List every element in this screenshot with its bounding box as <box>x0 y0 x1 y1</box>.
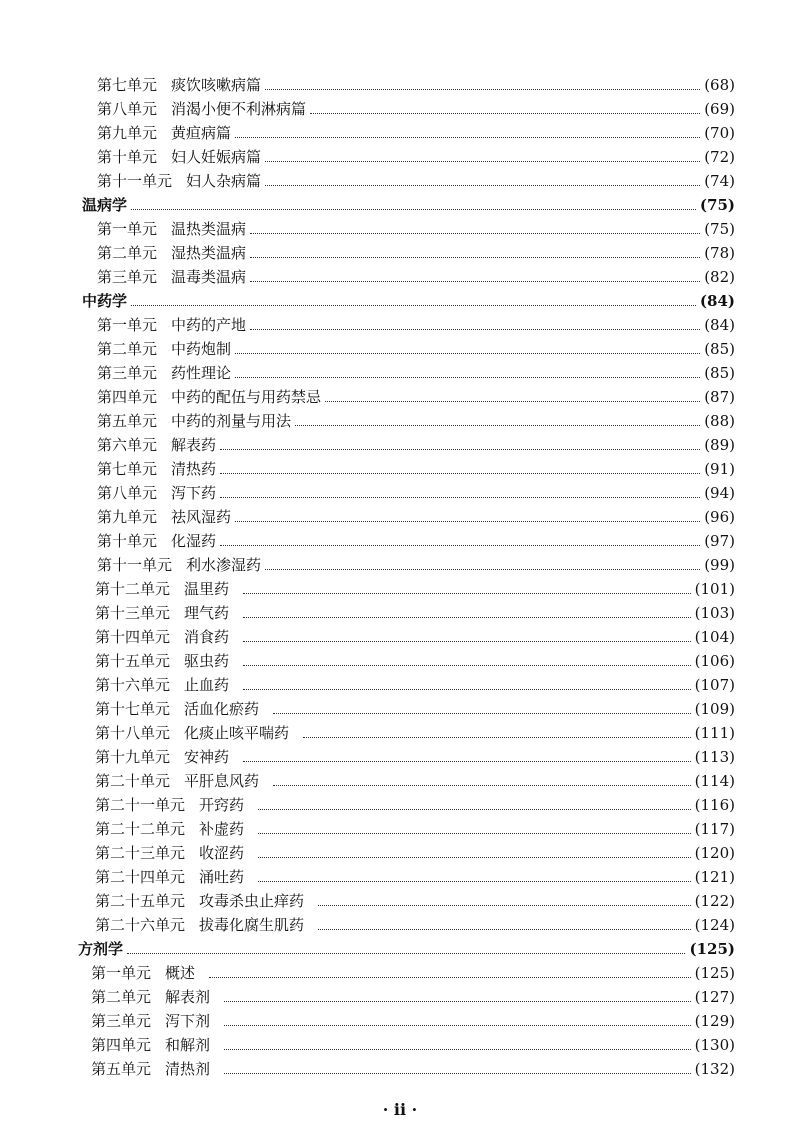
toc-page-number: (75) <box>704 220 735 238</box>
dot-leader <box>243 761 691 762</box>
toc-entry-title <box>97 97 306 121</box>
toc-entry-row <box>0 889 735 913</box>
toc-topic-label: 泻下剂 <box>165 1012 211 1030</box>
toc-entry-row <box>0 217 735 241</box>
toc-entry-row <box>0 697 735 721</box>
toc-unit-label: 第三单元 <box>97 364 158 382</box>
toc-entry-title <box>91 961 195 985</box>
toc-entry-title <box>97 73 261 97</box>
toc-topic-label: 涌吐药 <box>199 868 245 886</box>
toc-page-number: (103) <box>694 604 735 622</box>
toc-entry-title <box>97 433 216 457</box>
toc-page-number: (116) <box>694 796 735 814</box>
toc-unit-label: 第八单元 <box>97 100 158 118</box>
toc-section-row <box>0 937 735 961</box>
toc-entry-title <box>95 745 229 769</box>
toc-topic-label: 驱虫药 <box>184 652 230 670</box>
toc-entry-row <box>0 145 735 169</box>
toc-entry-title <box>97 265 246 289</box>
toc-entry-title <box>97 169 261 193</box>
toc-topic-label: 中药的剂量与用法 <box>171 412 292 430</box>
dot-leader <box>224 1025 691 1026</box>
toc-topic-label: 中药的配伍与用药禁忌 <box>171 388 322 406</box>
toc-page-number: (85) <box>704 340 735 358</box>
toc-entry-row <box>0 625 735 649</box>
toc-unit-label: 第二十四单元 <box>95 868 186 886</box>
toc-entry-row <box>0 169 735 193</box>
dot-leader <box>235 521 700 522</box>
toc-entry-title <box>95 889 304 913</box>
toc-topic-label: 平肝息风药 <box>184 772 260 790</box>
toc-entry-row <box>0 913 735 937</box>
toc-topic-label: 温毒类温病 <box>171 268 247 286</box>
toc-unit-label: 第十一单元 <box>97 556 173 574</box>
toc-topic-label: 利水渗湿药 <box>186 556 262 574</box>
toc-page-number: (121) <box>694 868 735 886</box>
dot-leader <box>235 137 700 138</box>
toc-page-number: (117) <box>694 820 735 838</box>
toc-page-number: (122) <box>694 892 735 910</box>
toc-page-number: (101) <box>694 580 735 598</box>
toc-topic-label: 补虚药 <box>199 820 245 838</box>
dot-leader <box>243 593 691 594</box>
toc-page-number: (70) <box>704 124 735 142</box>
toc-section-row <box>0 289 735 313</box>
toc-entry-title <box>97 361 231 385</box>
toc-topic-label: 消食药 <box>184 628 230 646</box>
toc-entry-row <box>0 121 735 145</box>
dot-leader <box>310 113 700 114</box>
dot-leader <box>220 497 700 498</box>
toc-entry-title <box>97 481 216 505</box>
dot-leader <box>303 737 691 738</box>
dot-leader <box>318 929 691 930</box>
toc-page-number: (107) <box>694 676 735 694</box>
toc-entry-row <box>0 529 735 553</box>
toc-unit-label: 第二十六单元 <box>95 916 186 934</box>
dot-leader <box>265 89 700 90</box>
toc-topic-label: 清热药 <box>171 460 217 478</box>
dot-leader <box>295 425 700 426</box>
toc-unit-label: 第二单元 <box>97 244 158 262</box>
toc-entry-row <box>0 553 735 577</box>
toc-entry-title <box>95 577 229 601</box>
dot-leader <box>273 785 691 786</box>
toc-entry-title <box>91 1033 210 1057</box>
toc-page-number: (97) <box>704 532 735 550</box>
toc-unit-label: 第二十一单元 <box>95 796 186 814</box>
toc-unit-label: 第十一单元 <box>97 172 173 190</box>
toc-page-number: (106) <box>694 652 735 670</box>
toc-entry-row <box>0 601 735 625</box>
toc-entry-row <box>0 1057 735 1081</box>
toc-entry-title <box>95 673 229 697</box>
toc-entry-row <box>0 793 735 817</box>
toc-topic-label: 妇人妊娠病篇 <box>171 148 262 166</box>
toc-unit-label: 第十七单元 <box>95 700 171 718</box>
toc-entry-row <box>0 361 735 385</box>
toc-entry-row <box>0 985 735 1009</box>
dot-leader <box>318 905 691 906</box>
toc-unit-label: 第二单元 <box>91 988 152 1006</box>
toc-topic-label: 化湿药 <box>171 532 217 550</box>
dot-leader <box>243 665 691 666</box>
toc-entry-row <box>0 961 735 985</box>
toc-entry-row <box>0 457 735 481</box>
dot-leader <box>243 689 691 690</box>
toc-entry-title <box>97 409 291 433</box>
toc-page-number: (109) <box>694 700 735 718</box>
dot-leader <box>250 233 700 234</box>
toc-topic-label: 止血药 <box>184 676 230 694</box>
toc-entry-row <box>0 481 735 505</box>
dot-leader <box>258 833 691 834</box>
dot-leader <box>235 353 700 354</box>
toc-entry-title <box>91 1009 210 1033</box>
dot-leader <box>243 641 691 642</box>
toc-page-number: (124) <box>694 916 735 934</box>
toc-topic-label: 痰饮咳嗽病篇 <box>171 76 262 94</box>
toc-topic-label: 活血化瘀药 <box>184 700 260 718</box>
toc-page-number: (99) <box>704 556 735 574</box>
toc-unit-label: 第十四单元 <box>95 628 171 646</box>
toc-entry-row <box>0 409 735 433</box>
toc-entry-row <box>0 769 735 793</box>
toc-unit-label: 第三单元 <box>97 268 158 286</box>
toc-page-number: (82) <box>704 268 735 286</box>
toc-unit-label: 第七单元 <box>97 76 158 94</box>
toc-entry-row <box>0 265 735 289</box>
toc-unit-label: 第十单元 <box>97 148 158 166</box>
dot-leader <box>258 881 691 882</box>
dot-leader <box>209 977 691 978</box>
toc-unit-label: 第十三单元 <box>95 604 171 622</box>
toc-page-number: (89) <box>704 436 735 454</box>
toc-topic-label: 理气药 <box>184 604 230 622</box>
toc-page-number: (87) <box>704 388 735 406</box>
toc-entry-title <box>97 553 261 577</box>
toc-entry-title <box>95 841 244 865</box>
toc-entry-row <box>0 577 735 601</box>
toc-entry-row <box>0 649 735 673</box>
toc-unit-label: 第十五单元 <box>95 652 171 670</box>
toc-page-number: (78) <box>704 244 735 262</box>
toc-topic-label: 安神药 <box>184 748 230 766</box>
toc-entry-row <box>0 841 735 865</box>
toc-entry-title <box>95 913 304 937</box>
toc-topic-label: 开窍药 <box>199 796 245 814</box>
toc-entry-row <box>0 817 735 841</box>
dot-leader <box>224 1073 691 1074</box>
toc-page-number: (130) <box>694 1036 735 1054</box>
table-of-contents <box>0 73 800 1081</box>
toc-topic-label: 清热剂 <box>165 1060 211 1078</box>
dot-leader <box>131 305 696 306</box>
toc-entry-title <box>91 1057 210 1081</box>
toc-entry-title <box>95 625 229 649</box>
toc-entry-row <box>0 1009 735 1033</box>
toc-entry-row <box>0 433 735 457</box>
dot-leader <box>265 569 700 570</box>
dot-leader <box>265 161 700 162</box>
dot-leader <box>250 329 700 330</box>
toc-unit-label: 第二单元 <box>97 340 158 358</box>
toc-topic-label: 和解剂 <box>165 1036 211 1054</box>
toc-topic-label: 拔毒化腐生肌药 <box>199 916 305 934</box>
toc-page-number: (72) <box>704 148 735 166</box>
toc-page-number: (132) <box>694 1060 735 1078</box>
toc-entry-title <box>97 217 246 241</box>
toc-page-number: (74) <box>704 172 735 190</box>
toc-page-number: (120) <box>694 844 735 862</box>
toc-topic-label: 中药的产地 <box>171 316 247 334</box>
toc-page-number: (69) <box>704 100 735 118</box>
toc-entry-row <box>0 721 735 745</box>
dot-leader <box>250 281 700 282</box>
toc-topic-label: 化痰止咳平喘药 <box>184 724 290 742</box>
toc-unit-label: 第一单元 <box>91 964 152 982</box>
toc-page-number: (75) <box>699 196 735 214</box>
toc-entry-row <box>0 73 735 97</box>
toc-entry-row <box>0 385 735 409</box>
toc-page-number: (127) <box>694 988 735 1006</box>
dot-leader <box>258 809 691 810</box>
toc-section-title: 中药学 <box>82 292 128 310</box>
toc-unit-label: 第三单元 <box>91 1012 152 1030</box>
toc-entry-row <box>0 337 735 361</box>
dot-leader <box>131 209 696 210</box>
toc-entry-title <box>97 529 216 553</box>
toc-page-number: (125) <box>689 940 735 958</box>
toc-entry-title <box>97 505 231 529</box>
toc-unit-label: 第七单元 <box>97 460 158 478</box>
toc-topic-label: 解表药 <box>171 436 217 454</box>
dot-leader <box>250 257 700 258</box>
toc-entry-row <box>0 97 735 121</box>
toc-topic-label: 概述 <box>165 964 196 982</box>
toc-entry-title <box>95 697 259 721</box>
toc-entry-title <box>97 121 231 145</box>
toc-entry-title <box>97 457 216 481</box>
toc-entry-row <box>0 505 735 529</box>
toc-unit-label: 第二十三单元 <box>95 844 186 862</box>
toc-topic-label: 妇人杂病篇 <box>186 172 262 190</box>
dot-leader <box>273 713 691 714</box>
toc-unit-label: 第四单元 <box>91 1036 152 1054</box>
toc-entry-title <box>97 313 246 337</box>
toc-entry-row <box>0 865 735 889</box>
toc-topic-label: 解表剂 <box>165 988 211 1006</box>
toc-page-number: (68) <box>704 76 735 94</box>
toc-page-number: (91) <box>704 460 735 478</box>
toc-page-number: (84) <box>699 292 735 310</box>
toc-unit-label: 第一单元 <box>97 220 158 238</box>
toc-entry-title <box>97 145 261 169</box>
dot-leader <box>243 617 691 618</box>
dot-leader <box>127 953 685 954</box>
toc-page-number: (94) <box>704 484 735 502</box>
toc-page-number: (129) <box>694 1012 735 1030</box>
toc-unit-label: 第五单元 <box>97 412 158 430</box>
toc-page-number: (104) <box>694 628 735 646</box>
toc-entry-title <box>95 649 229 673</box>
toc-section-row <box>0 193 735 217</box>
toc-unit-label: 第十六单元 <box>95 676 171 694</box>
toc-entry-title <box>97 337 231 361</box>
toc-page-number: (125) <box>694 964 735 982</box>
toc-entry-row <box>0 1033 735 1057</box>
toc-unit-label: 第二十二单元 <box>95 820 186 838</box>
toc-entry-title <box>95 721 289 745</box>
dot-leader <box>325 401 700 402</box>
toc-entry-title <box>97 241 246 265</box>
toc-unit-label: 第二十单元 <box>95 772 171 790</box>
toc-unit-label: 第五单元 <box>91 1060 152 1078</box>
toc-section-title: 方剂学 <box>78 940 124 958</box>
toc-entry-title <box>95 769 259 793</box>
toc-topic-label: 湿热类温病 <box>171 244 247 262</box>
toc-section-title: 温病学 <box>82 196 128 214</box>
toc-unit-label: 第六单元 <box>97 436 158 454</box>
dot-leader <box>265 185 700 186</box>
toc-unit-label: 第一单元 <box>97 316 158 334</box>
toc-page-number: (88) <box>704 412 735 430</box>
dot-leader <box>224 1001 691 1002</box>
toc-entry-row <box>0 313 735 337</box>
toc-unit-label: 第十二单元 <box>95 580 171 598</box>
toc-unit-label: 第十八单元 <box>95 724 171 742</box>
toc-page-number: (85) <box>704 364 735 382</box>
dot-leader <box>220 545 700 546</box>
toc-entry-title <box>91 985 210 1009</box>
toc-topic-label: 温里药 <box>184 580 230 598</box>
toc-page-number: (114) <box>694 772 735 790</box>
toc-unit-label: 第九单元 <box>97 124 158 142</box>
toc-unit-label: 第十九单元 <box>95 748 171 766</box>
dot-leader <box>224 1049 691 1050</box>
toc-topic-label: 收涩药 <box>199 844 245 862</box>
toc-unit-label: 第四单元 <box>97 388 158 406</box>
toc-entry-title <box>95 865 244 889</box>
dot-leader <box>258 857 691 858</box>
toc-entry-title <box>95 601 229 625</box>
toc-page-number: (113) <box>694 748 735 766</box>
toc-entry-title <box>97 385 321 409</box>
toc-entry-title <box>95 793 244 817</box>
toc-unit-label: 第二十五单元 <box>95 892 186 910</box>
toc-page-number: (96) <box>704 508 735 526</box>
toc-topic-label: 中药炮制 <box>171 340 232 358</box>
toc-topic-label: 药性理论 <box>171 364 232 382</box>
toc-topic-label: 泻下药 <box>171 484 217 502</box>
dot-leader <box>220 449 700 450</box>
toc-topic-label: 消渴小便不利淋病篇 <box>171 100 307 118</box>
page-number: · ii · <box>382 1100 418 1119</box>
toc-topic-label: 祛风湿药 <box>171 508 232 526</box>
toc-entry-row <box>0 241 735 265</box>
toc-unit-label: 第八单元 <box>97 484 158 502</box>
toc-entry-row <box>0 745 735 769</box>
toc-page-number: (111) <box>694 724 735 742</box>
toc-topic-label: 黄疸病篇 <box>171 124 232 142</box>
dot-leader <box>220 473 700 474</box>
toc-entry-title <box>95 817 244 841</box>
toc-entry-row <box>0 673 735 697</box>
toc-page-number: (84) <box>704 316 735 334</box>
toc-unit-label: 第九单元 <box>97 508 158 526</box>
toc-topic-label: 温热类温病 <box>171 220 247 238</box>
toc-unit-label: 第十单元 <box>97 532 158 550</box>
dot-leader <box>235 377 700 378</box>
toc-topic-label: 攻毒杀虫止痒药 <box>199 892 305 910</box>
